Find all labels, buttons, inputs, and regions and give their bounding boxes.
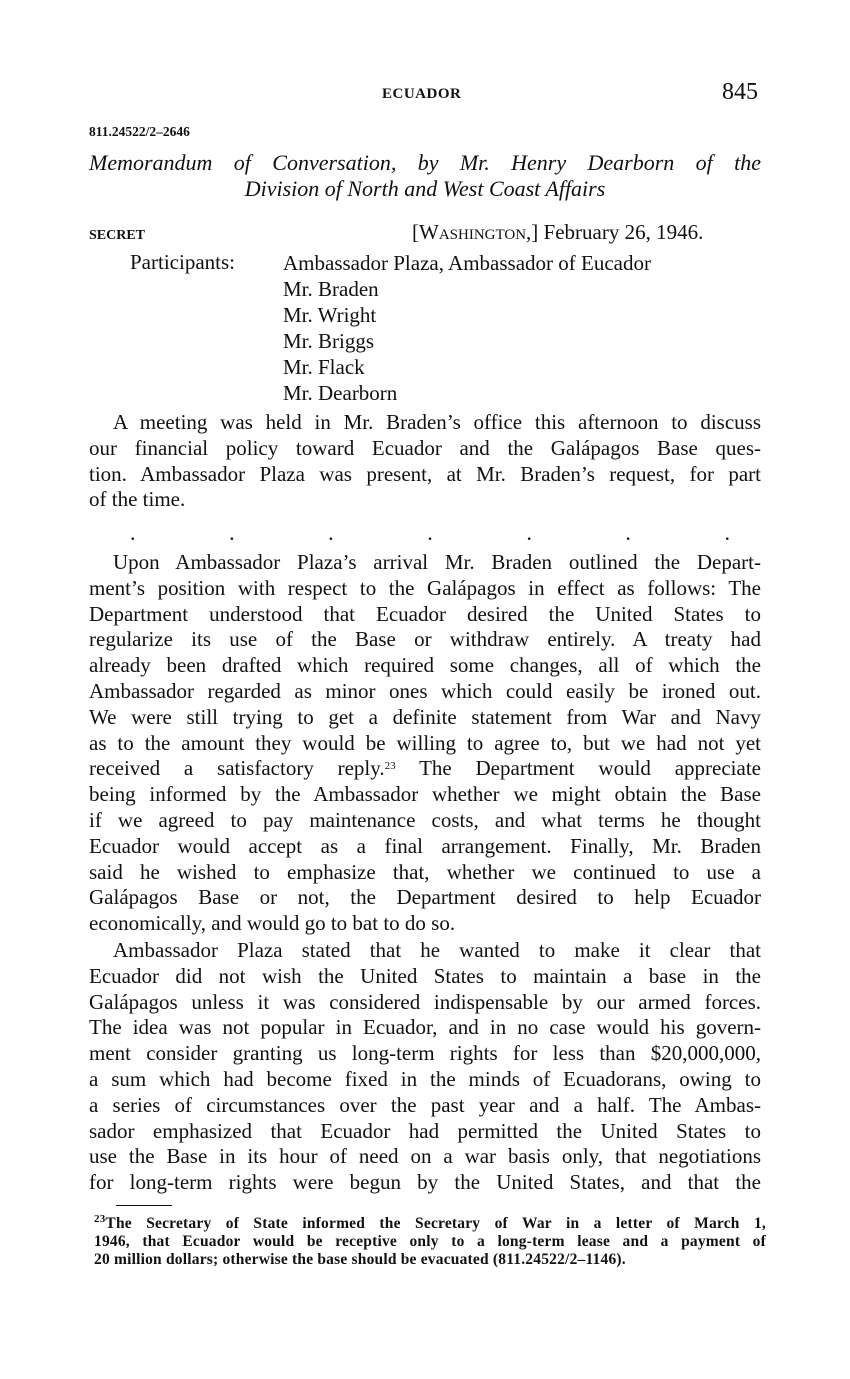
text-fragment: The Secretary of State informed the Secretary of War in a letter of March 1, xyxy=(105,1215,766,1232)
text-line: Ambassador regarded as minor ones which could easily be ironed out. xyxy=(89,678,761,703)
text-line: The idea was not popular in Ecuador, and in no case would his govern- xyxy=(89,1015,761,1040)
text-line: ment consider granting us long-term rights for less than $20,000,000, xyxy=(89,1041,761,1066)
dateline xyxy=(412,220,703,245)
participant: Mr. Flack xyxy=(283,355,365,379)
paragraph-1 xyxy=(89,410,761,513)
page-number: 845 xyxy=(722,79,758,105)
text-line: Galápagos Base or not, the Department desired to help Ecuador xyxy=(89,885,761,910)
text-line: for long-term rights were begun by the United States, and that the xyxy=(89,1170,761,1195)
paragraph-2 xyxy=(89,550,761,937)
running-head: ECUADOR xyxy=(382,86,462,102)
text-line: a sum which had become fixed in the minds of Ecuadorans, owing to xyxy=(89,1066,761,1091)
text-line: regularize its use of the Base or withdraw entirely. A treaty had xyxy=(89,627,761,652)
ellipsis-dot: . xyxy=(526,520,532,545)
text-line-with-footnote xyxy=(89,756,761,782)
title-line-2: Division of North and West Coast Affairs xyxy=(244,176,606,201)
text-line: economically, and would go to bat to do so. xyxy=(89,911,456,936)
text-line: our financial policy toward Ecuador and the Galápagos Base ques- xyxy=(89,435,761,460)
ellipsis-dot: . xyxy=(328,520,334,545)
footnote-line: 1946, that Ecuador would be receptive only to a long-term lease and a payment of xyxy=(94,1233,766,1250)
ellipsis-row xyxy=(130,520,730,546)
text-line: use the Base in its hour of need on a war basis only, that negotiations xyxy=(89,1144,761,1169)
text-fragment: The Department would appreciate xyxy=(395,756,761,781)
text-line: We were still trying to get a definite statement from War and Navy xyxy=(89,704,761,729)
text-line: Ecuador did not wish the United States to maintain a base in the xyxy=(89,963,761,988)
text-line: Ecuador would accept as a final arrangement. Finally, Mr. Braden xyxy=(89,833,761,858)
participant: Mr. Wright xyxy=(283,303,377,327)
footnote-line: 20 million dollars; otherwise the base should be evacuated (811.24522/2–1146). xyxy=(94,1251,626,1268)
file-number: 811.24522/2–2646 xyxy=(89,124,190,139)
ellipsis-dot: . xyxy=(625,520,631,545)
text-fragment: received a satisfactory reply. xyxy=(89,756,385,781)
ellipsis-dot: . xyxy=(724,520,730,545)
participants-list xyxy=(283,250,651,406)
text-line: if we agreed to pay maintenance costs, and what terms he thought xyxy=(89,807,761,832)
footnote xyxy=(94,1215,766,1269)
text-line: of the time. xyxy=(89,487,186,512)
text-line: Ambassador Plaza stated that he wanted to make it clear that xyxy=(113,938,761,962)
footnote-rule xyxy=(116,1205,172,1206)
title-line-1: Memorandum of Conversation, by Mr. Henry Dearborn of the xyxy=(89,150,761,175)
text-line: as to the amount they would be willing to agree to, but we had not yet xyxy=(89,730,761,755)
classification-label: SECRET xyxy=(89,228,146,243)
text-line: said he wished to emphasize that, whether we continued to use a xyxy=(89,859,761,884)
text-line: already been drafted which required some changes, all of which the xyxy=(89,653,761,678)
document-title xyxy=(89,150,761,202)
text-line: sador emphasized that Ecuador had permitted the United States to xyxy=(89,1118,761,1143)
text-line: A meeting was held in Mr. Braden’s office this afternoon to discuss xyxy=(113,410,761,434)
text-line: being informed by the Ambassador whether we might obtain the Base xyxy=(89,782,761,807)
dateline-date: February 26, 1946. xyxy=(543,220,704,244)
ellipsis-dot: . xyxy=(229,520,235,545)
footnote-marker: 23 xyxy=(94,1213,106,1225)
paragraph-3 xyxy=(89,938,761,1196)
text-line: Galápagos unless it was considered indispensable by our armed forces. xyxy=(89,989,761,1014)
participant: Mr. Dearborn xyxy=(283,381,398,405)
footnote-line xyxy=(94,1215,766,1233)
ellipsis-dot: . xyxy=(130,520,136,545)
footnote-reference: 23 xyxy=(384,760,396,773)
text-line: Upon Ambassador Plaza’s arrival Mr. Braden outlined the Depart- xyxy=(113,550,761,574)
participant: Mr. Briggs xyxy=(283,329,375,353)
dateline-place: [Washington,] xyxy=(412,220,539,244)
participant: Mr. Braden xyxy=(283,277,379,301)
text-line: ment’s position with respect to the Galápagos in effect as follows: The xyxy=(89,575,761,600)
text-line: Department understood that Ecuador desired the United States to xyxy=(89,601,761,626)
participants-label: Participants: xyxy=(130,250,235,274)
participant: Ambassador Plaza, Ambassador of Eucador xyxy=(283,251,651,275)
text-line: tion. Ambassador Plaza was present, at Mr. Braden’s request, for part xyxy=(89,461,761,486)
ellipsis-dot: . xyxy=(427,520,433,545)
text-line: a series of circumstances over the past year and a half. The Ambas- xyxy=(89,1092,761,1117)
